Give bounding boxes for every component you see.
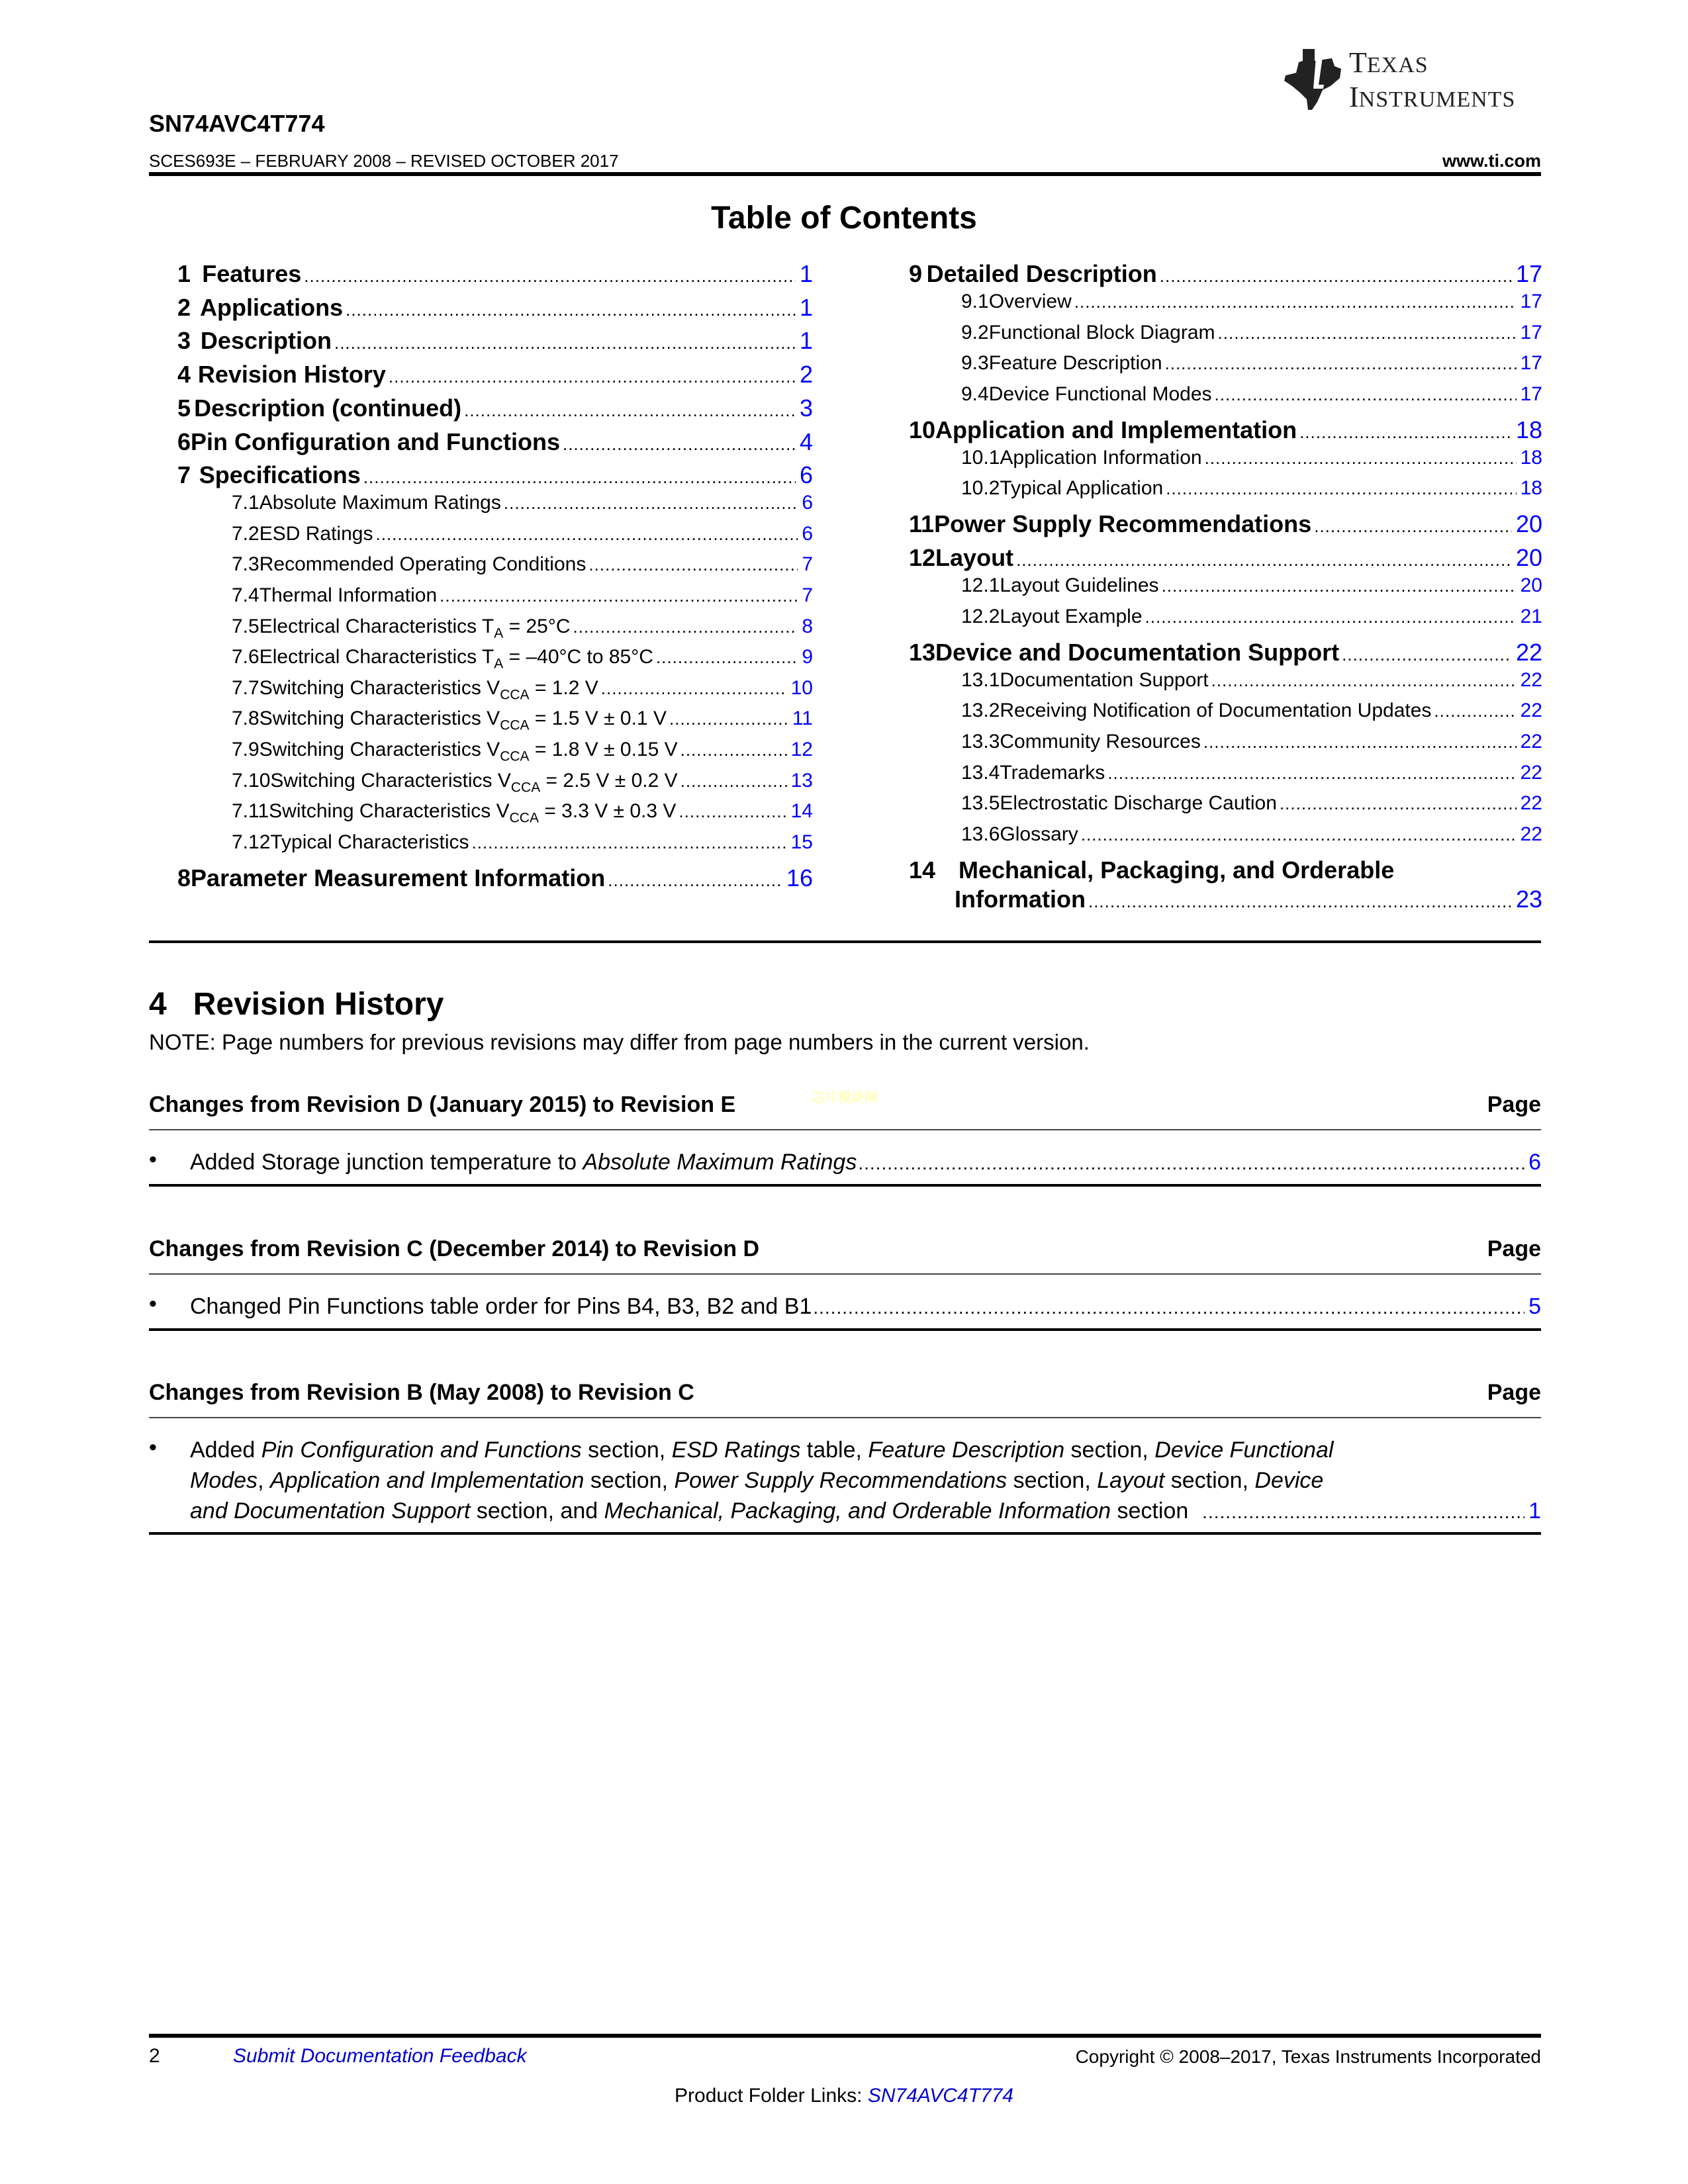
- toc-page-link[interactable]: 13: [790, 769, 813, 792]
- toc-entry[interactable]: [232, 707, 813, 733]
- toc-entry-number: 7.5: [232, 615, 259, 637]
- leader-dots: [1162, 576, 1517, 596]
- toc-entry[interactable]: [177, 864, 813, 892]
- toc-entry-number: 7.1: [232, 492, 259, 514]
- toc-entry[interactable]: [909, 639, 1542, 666]
- toc-entry[interactable]: [961, 823, 1542, 846]
- toc-entry[interactable]: [961, 291, 1542, 313]
- leader-dots: [669, 709, 788, 729]
- toc-entry[interactable]: [961, 792, 1542, 815]
- toc-entry[interactable]: [177, 327, 813, 355]
- toc-entry-label: Layout Guidelines: [1000, 574, 1159, 597]
- submit-feedback-link[interactable]: Submit Documentation Feedback: [233, 2045, 527, 2067]
- leader-dots: [680, 740, 787, 760]
- part-number-title: SN74AVC4T774: [149, 110, 325, 137]
- page-column-label: Page: [1487, 1380, 1541, 1405]
- toc-entry-label: Power Supply Recommendations: [934, 510, 1312, 538]
- toc-entry-label: Applications: [200, 293, 344, 321]
- product-folder-link[interactable]: SN74AVC4T774: [867, 2085, 1013, 2107]
- toc-entry[interactable]: [909, 544, 1542, 572]
- toc-entry-number: 12.1: [961, 574, 1000, 597]
- toc-entry-label: Parameter Measurement Information: [191, 864, 606, 891]
- toc-entry-number: 13.5: [961, 792, 1000, 815]
- leader-dots: [656, 647, 798, 668]
- leader-dots: [1218, 323, 1517, 343]
- toc-entry-label: Recommended Operating Conditions: [259, 553, 586, 576]
- leader-dots: [1081, 825, 1517, 845]
- leader-dots: [304, 266, 796, 287]
- toc-entry-label: Switching Characteristics $V_{CCA} = 1.2$ V: [259, 676, 598, 703]
- document-id-line: SCES693E – FEBRUARY 2008 – REVISED OCTOBER 2017: [149, 151, 619, 171]
- toc-entry-number: 9: [909, 260, 923, 287]
- toc-entry-label: Thermal Information: [259, 584, 438, 606]
- toc-entry-number: 1: [177, 260, 191, 287]
- toc-entry-label: Switching Characteristics $V_{CCA} = 2.5$ V ± 0.2 V: [270, 769, 678, 795]
- toc-page-link[interactable]: 17: [1520, 291, 1542, 312]
- change-heading-rev-e: [149, 1092, 1541, 1118]
- change-heading-rule: [149, 1129, 1541, 1130]
- bullet-icon: •: [149, 1435, 157, 1460]
- toc-entry-number: 13.4: [961, 761, 1000, 784]
- toc-entry-number: 11: [909, 510, 935, 538]
- change-heading-rule: [149, 1417, 1541, 1418]
- leader-dots: [346, 300, 796, 320]
- toc-entry[interactable]: [961, 322, 1542, 344]
- leader-dots: [1165, 353, 1517, 374]
- toc-entry-label: Device Functional Modes: [988, 383, 1212, 405]
- leader-dots: [608, 870, 782, 891]
- toc-page-link[interactable]: 1: [799, 293, 813, 321]
- toc-entry[interactable]: [961, 574, 1542, 597]
- toc-entry-label: Features: [202, 260, 302, 287]
- revision-history-title: 4 Revision History: [149, 987, 444, 1022]
- bullet-icon: •: [149, 1147, 157, 1172]
- leader-dots: [1166, 478, 1516, 499]
- toc-entry[interactable]: [232, 584, 813, 607]
- toc-entry-label: Layout Example: [1000, 605, 1143, 627]
- leader-dots: [375, 524, 798, 545]
- toc-entry-label: Absolute Maximum Ratings: [259, 492, 501, 514]
- product-folder-links: Product Folder Links: SN74AVC4T774: [675, 2085, 1013, 2107]
- footer-rule: [149, 2034, 1541, 2038]
- toc-entry-label: Application and Implementation: [935, 416, 1297, 443]
- leader-dots: [679, 801, 786, 822]
- change-section-rule: [149, 1184, 1541, 1187]
- page-column-label: Page: [1487, 1236, 1541, 1261]
- toc-page-link[interactable]: 10: [790, 676, 813, 699]
- toc-page-link[interactable]: 20: [1520, 574, 1542, 597]
- toc-page-link[interactable]: 23: [1515, 886, 1542, 913]
- toc-entry-label: Detailed Description: [926, 260, 1157, 287]
- toc-entry[interactable]: [232, 615, 813, 641]
- toc-page-link[interactable]: 7: [802, 553, 813, 576]
- toc-entry-label: Trademarks: [1000, 761, 1105, 784]
- toc-entry[interactable]: [909, 260, 1542, 288]
- change-section-rule: [149, 1532, 1541, 1535]
- toc-entry[interactable]: [961, 669, 1542, 692]
- change-item: • Changed Pin Functions table order for Pins B4, B3, B2 and B1 ..... 5: [149, 1291, 1541, 1322]
- leader-dots: [1145, 607, 1517, 627]
- toc-page-link[interactable]: 7: [802, 584, 813, 606]
- leader-dots: [504, 493, 798, 514]
- toc-entry-number: 7.7: [232, 676, 259, 699]
- ti-logo: TEXAS INSTRUMENTS: [1283, 46, 1544, 113]
- toc-entry-number: 5: [177, 394, 191, 422]
- toc-entry[interactable]: [177, 361, 813, 388]
- toc-entry-number: 10.2: [961, 477, 1000, 500]
- toc-entry[interactable]: [177, 394, 813, 422]
- toc-entry-label: Documentation Support: [1000, 668, 1209, 691]
- toc-entry-number: 2: [177, 293, 191, 321]
- toc-entry-label: Receiving Notification of Documentation Updates: [1000, 700, 1432, 722]
- toc-entry-label: Functional Block Diagram: [988, 321, 1215, 343]
- toc-page-link[interactable]: 20: [1515, 510, 1542, 538]
- toc-entry-label: Mechanical, Packaging, and Orderable: [959, 856, 1395, 884]
- toc-page-link[interactable]: 22: [1515, 638, 1542, 666]
- leader-dots: [1203, 732, 1517, 752]
- toc-entry-label: Information: [955, 886, 1086, 913]
- toc-entry-label: Description: [200, 327, 332, 355]
- toc-entry-number: 8: [177, 864, 191, 891]
- change-heading-rev-c: [149, 1380, 1541, 1406]
- toc-entry-label: Typical Application: [1000, 477, 1164, 500]
- leader-dots: [1074, 292, 1517, 312]
- change-text-line: and Documentation Support section, and Mechanical, Packaging, and Orderable Information section ..... 1: [190, 1496, 1541, 1527]
- leader-dots: [1280, 794, 1517, 814]
- toc-page-link[interactable]: 18: [1515, 416, 1542, 443]
- leader-dots: [601, 678, 787, 699]
- leader-dots: [389, 367, 796, 387]
- change-heading-label: Changes from Revision D (January 2015) to Revision E: [149, 1092, 736, 1117]
- toc-page-link[interactable]: 6: [799, 461, 813, 489]
- toc-entry[interactable]: [961, 352, 1542, 375]
- leader-dots: [1342, 645, 1512, 665]
- leader-dots: [588, 555, 798, 575]
- toc-entry-number: 4: [177, 361, 191, 388]
- toc-entry-label: Glossary: [1000, 823, 1078, 845]
- toc-entry-label: Switching Characteristics $V_{CCA} = 1.5$ V ± 0.1 V: [259, 707, 667, 733]
- leader-dots: [1215, 385, 1517, 405]
- leader-dots: [1202, 1497, 1524, 1527]
- toc-page-link[interactable]: 18: [1520, 446, 1542, 469]
- toc-entry-number: 7.4: [232, 584, 259, 606]
- toc-entry[interactable]: [232, 677, 813, 703]
- change-heading-label: Changes from Revision C (December 2014) to Revision D: [149, 1236, 760, 1261]
- toc-entry-number: 9.1: [961, 291, 989, 312]
- leader-dots: [813, 1293, 1524, 1323]
- bullet-icon: •: [149, 1291, 157, 1316]
- toc-page-link[interactable]: 20: [1515, 544, 1542, 572]
- toc-entry-label: ESD Ratings: [259, 522, 373, 545]
- toc-entry-number: 7.11: [232, 800, 269, 823]
- toc-page-link[interactable]: 17: [1520, 383, 1542, 405]
- leader-dots: [680, 771, 787, 792]
- toc-entry-number: 13.2: [961, 700, 1000, 722]
- toc-entry[interactable]: [232, 800, 813, 826]
- toc-entry-label: Description (continued): [194, 394, 462, 422]
- toc-entry-number: 7.2: [232, 522, 259, 545]
- toc-page-link[interactable]: 21: [1520, 605, 1542, 627]
- toc-entry-number: 6: [177, 428, 191, 455]
- leader-dots: [1160, 266, 1512, 287]
- toc-entry[interactable]: [909, 416, 1542, 444]
- logo-line1: T: [1349, 46, 1367, 79]
- toc-page-link[interactable]: 17: [1520, 352, 1542, 375]
- toc-entry-number: 7.12: [232, 831, 271, 853]
- toc-entry-label: Application Information: [1000, 446, 1202, 469]
- toc-page-link[interactable]: 17: [1520, 321, 1542, 343]
- change-page-link[interactable]: 1: [1528, 1498, 1541, 1524]
- toc-page-link[interactable]: 22: [1520, 668, 1542, 691]
- toc-entry-label: Revision History: [197, 361, 386, 388]
- copyright-text: Copyright © 2008–2017, Texas Instruments Incorporated: [1075, 2046, 1541, 2067]
- ti-texas-logo-icon: [1283, 46, 1344, 113]
- change-page-link[interactable]: 6: [1528, 1150, 1541, 1175]
- leader-dots: [363, 467, 796, 488]
- watermark-text: 芯片模块网: [812, 1089, 878, 1105]
- toc-entry-number: 7: [177, 461, 191, 489]
- toc-page-link[interactable]: 6: [802, 522, 813, 545]
- leader-dots: [1434, 701, 1516, 721]
- leader-dots: [440, 586, 798, 606]
- leader-dots: [1107, 763, 1516, 784]
- toc-entry-label: Pin Configuration and Functions: [191, 428, 560, 455]
- toc-entry-number: 9.3: [961, 352, 989, 375]
- toc-entry[interactable]: [961, 700, 1542, 722]
- change-heading-label: Changes from Revision B (May 2008) to Revision C: [149, 1380, 694, 1405]
- leader-dots: [1205, 448, 1517, 469]
- toc-entry[interactable]: [909, 510, 1542, 538]
- toc-entry[interactable]: [961, 762, 1542, 784]
- toc-entry-label: Switching Characteristics $V_{CCA} = 3.3$ V ± 0.3 V: [269, 800, 677, 826]
- toc-entry-number: 13.3: [961, 730, 1000, 752]
- toc-entry-number: 13.6: [961, 823, 1000, 845]
- toc-entry-label: Electrical Characteristics $T_A = 25^\circ C$: [259, 615, 571, 641]
- leader-dots: [1088, 891, 1512, 912]
- toc-entry-label: Community Resources: [1000, 730, 1201, 752]
- leader-dots: [1016, 550, 1512, 570]
- footer-page-number: 2: [149, 2045, 160, 2067]
- toc-entry[interactable]: [232, 739, 813, 764]
- toc-bottom-rule: [149, 940, 1541, 943]
- toc-entry-label: Overview: [988, 291, 1072, 312]
- toc-entry-label: Electrostatic Discharge Caution: [1000, 792, 1277, 815]
- toc-entry-label: Device and Documentation Support: [935, 638, 1340, 666]
- toc-page-link[interactable]: 4: [799, 428, 813, 455]
- toc-entry-number: 7.3: [232, 553, 259, 576]
- page-column-label: Page: [1487, 1092, 1541, 1117]
- toc-entry-number: 14: [909, 856, 936, 884]
- toc-page-link[interactable]: 22: [1520, 792, 1542, 815]
- toc-page-link[interactable]: 12: [790, 739, 813, 760]
- toc-page-link[interactable]: 22: [1520, 700, 1542, 722]
- header-rule: [149, 172, 1541, 176]
- toc-page-link[interactable]: 2: [799, 361, 813, 388]
- leader-dots: [471, 833, 786, 853]
- toc-page-link[interactable]: 9: [802, 646, 813, 668]
- toc-entry-label: Electrical Characteristics $T_A = -40^\circ C$ to 85°C: [259, 646, 653, 672]
- toc-entry-number: 10.1: [961, 446, 1000, 469]
- toc-entry[interactable]: [177, 294, 813, 322]
- toc-page-link[interactable]: 6: [802, 492, 813, 514]
- toc-entry[interactable]: [909, 856, 1542, 884]
- toc-page-link[interactable]: 22: [1520, 761, 1542, 784]
- change-page-link[interactable]: 5: [1528, 1294, 1541, 1319]
- toc-entry-number: 7.6: [232, 646, 259, 668]
- toc-entry-number: 13: [909, 638, 936, 666]
- toc-entry-number: 12.2: [961, 605, 1000, 627]
- toc-entry[interactable]: [961, 731, 1542, 753]
- toc-page-link[interactable]: 22: [1520, 823, 1542, 845]
- revision-note: NOTE: Page numbers for previous revisions may differ from page numbers in the current version.: [149, 1030, 1090, 1054]
- toc-entry[interactable]: [177, 428, 813, 456]
- toc-entry-number: 7.10: [232, 769, 271, 792]
- toc-entry-label: Switching Characteristics $V_{CCA} = 1.8$ V ± 0.15 V: [259, 739, 678, 764]
- toc-entry-label: Specifications: [199, 461, 361, 489]
- toc-page-link[interactable]: 15: [790, 831, 813, 853]
- toc-entry-number: 7.9: [232, 739, 259, 760]
- toc-entry[interactable]: [961, 606, 1542, 628]
- toc-entry[interactable]: [232, 553, 813, 576]
- toc-entry[interactable]: [232, 492, 813, 514]
- toc-entry[interactable]: [232, 831, 813, 854]
- change-section-rule: [149, 1328, 1541, 1331]
- toc-entry-number: 7.8: [232, 707, 259, 730]
- toc-entry-number: 3: [177, 327, 191, 355]
- toc-page-link[interactable]: 17: [1515, 260, 1542, 287]
- change-text-line: Added Pin Configuration and Functions section, ESD Ratings table, Feature Description section, Device Functional: [190, 1437, 1334, 1463]
- change-item: • Added Storage junction temperature to Absolute Maximum Ratings ..... 6: [149, 1147, 1541, 1177]
- toc-page-link[interactable]: 8: [802, 615, 813, 637]
- leader-dots: [1299, 422, 1512, 443]
- toc-entry-number: 9.2: [961, 321, 989, 343]
- change-heading-rev-d: [149, 1236, 1541, 1262]
- toc-page-link[interactable]: 1: [799, 260, 813, 287]
- change-item: [149, 1435, 1541, 1526]
- toc-entry-label: Feature Description: [988, 352, 1162, 375]
- toc-title: Table of Contents: [711, 201, 977, 236]
- toc-entry[interactable]: [177, 260, 813, 288]
- leader-dots: [1211, 670, 1517, 691]
- toc-entry[interactable]: [177, 461, 813, 489]
- toc-entry[interactable]: [961, 383, 1542, 406]
- toc-entry[interactable]: [232, 646, 813, 672]
- toc-entry-number: 12: [909, 544, 936, 572]
- toc-page-link[interactable]: 3: [799, 394, 813, 422]
- toc-page-link[interactable]: 16: [786, 864, 813, 891]
- leader-dots: [563, 434, 796, 455]
- toc-entry-number: 9.4: [961, 383, 989, 405]
- toc-entry-continuation[interactable]: [955, 886, 1542, 913]
- change-heading-rule: [149, 1273, 1541, 1275]
- toc-page-link[interactable]: 22: [1520, 730, 1542, 752]
- toc-entry-number: 10: [909, 416, 936, 443]
- toc-entry[interactable]: [232, 770, 813, 796]
- toc-page-link[interactable]: 1: [799, 327, 813, 355]
- change-text-line: Modes , Application and Implementation section, Power Supply Recommendations section, Layout section, Device: [190, 1468, 1324, 1493]
- website-link[interactable]: www.ti.com: [1442, 151, 1541, 171]
- leader-dots: [858, 1148, 1524, 1179]
- leader-dots: [573, 617, 798, 637]
- toc-page-link[interactable]: 11: [792, 707, 813, 730]
- toc-entry-number: 13.1: [961, 668, 1000, 691]
- leader-dots: [1314, 516, 1512, 537]
- toc-entry-label: Layout: [935, 544, 1014, 572]
- leader-dots: [334, 333, 796, 353]
- toc-entry[interactable]: [232, 523, 813, 545]
- toc-entry[interactable]: [961, 477, 1542, 500]
- toc-page-link[interactable]: 18: [1520, 477, 1542, 500]
- toc-entry-label: Typical Characteristics: [270, 831, 469, 853]
- toc-entry[interactable]: [961, 447, 1542, 469]
- leader-dots: [464, 400, 796, 421]
- toc-page-link[interactable]: 14: [790, 800, 813, 823]
